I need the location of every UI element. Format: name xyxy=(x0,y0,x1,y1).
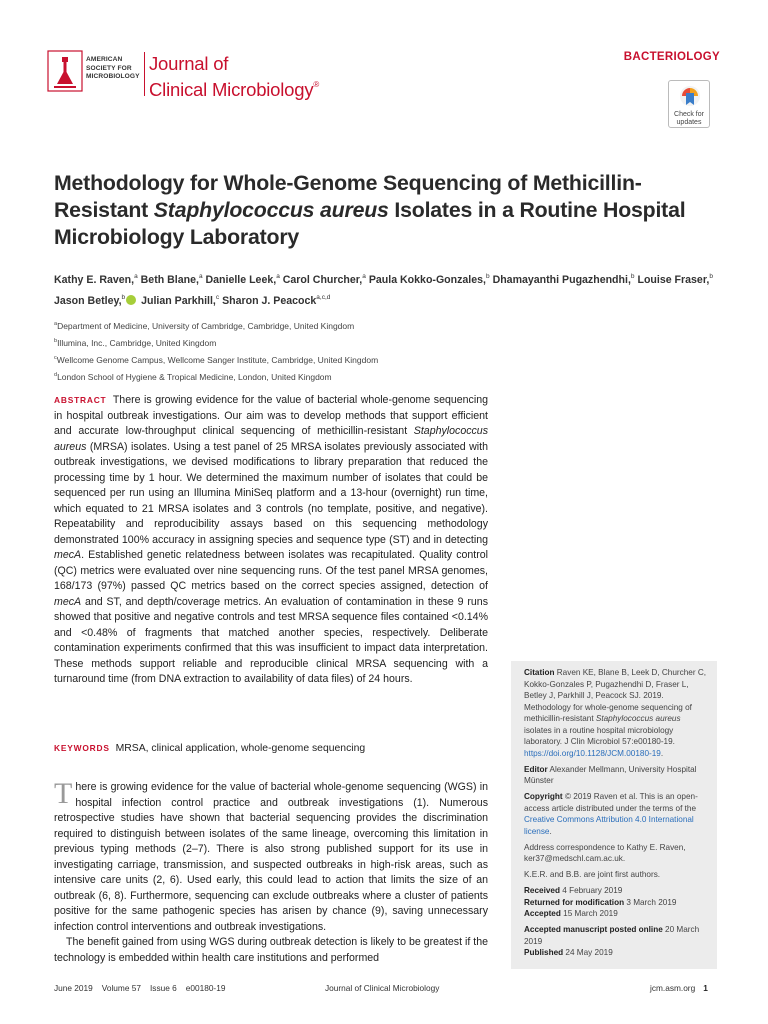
affiliation-line xyxy=(54,351,554,368)
author-name: Danielle Leek, xyxy=(205,274,277,286)
author-name: Sharon J. Peacock xyxy=(222,295,317,307)
abstract-text: . Established genetic relatedness between isolates was recapitulated. Quality control (QC) metrics were evaluated over nine sequencing runs. Of the test panel MRSA genomes, 168/173 (97%) passed QC metrics based on the correct species assigned, detection of xyxy=(54,549,488,592)
joint-first-note: K.E.R. and B.B. are joint first authors. xyxy=(524,870,661,879)
author-name: Carol Churcher, xyxy=(282,274,363,286)
article-info-sidebar xyxy=(511,661,717,969)
affiliation-line xyxy=(54,368,554,385)
doi-link[interactable]: https://doi.org/10.1128/JCM.00180-19 xyxy=(524,748,661,758)
journal-name-line-1: Journal of xyxy=(149,53,229,74)
affiliation-mark: b xyxy=(54,338,58,345)
body-paragraph-text: here is growing evidence for the value of bacterial whole-genome sequencing (WGS) in hospital infection control practice and outbreak investigations (1). Numerous retrospective studies have shown that bacterial sequencing provides the discrimination required to distinguish between isolates of the same lineage, overcoming this limitation in previous typing methods (2–7). There is also strong published support for its use in investigating carriage, transmission, and suspected outbreaks in high-risk areas, such as intensive care units (2, 6). Used early, this could lead to action that limits the size of an outbreak (6, 8). Furthermore, sequencing can exclude outbreaks where a cluster of patients positive for the same pathogenic species has arisen by chance (9), saving unnecessary infection control interventions and outbreak investigations. xyxy=(54,781,488,933)
footer-site xyxy=(650,983,708,993)
accepted-value: 15 March 2019 xyxy=(563,909,618,918)
section-label: BACTERIOLOGY xyxy=(623,51,720,63)
author-affiliation-mark: a xyxy=(198,273,203,280)
affiliation-line xyxy=(54,334,554,351)
keywords xyxy=(54,741,488,756)
author-affiliation-mark: b xyxy=(630,273,635,280)
author-affiliation-mark: b xyxy=(485,273,490,280)
footer-volume: Volume 57 xyxy=(101,983,141,993)
abstract-text: (MRSA) isolates. Using a test panel of 25 MRSA isolates previously associated with outbreak investigations, we devised modifications to library preparation that reduced the processing time by 1 hour. We determined the maximum number of isolates that could be sequenced per run using an Illumina MiniSeq platform and a 13-hour (overnight) run time, which equated to 21 MRSA isolates and 3 controls (no template, positive, and negative). Repeatability and reproducibility assays based on this sequencing methodology demonstrated 100% accuracy in assigning species and sequence type (ST) and in detecting xyxy=(54,440,488,546)
affiliations xyxy=(54,317,554,385)
citation-end: . xyxy=(660,748,664,758)
journal-name-line-2: Clinical Microbiology xyxy=(149,79,314,100)
affiliation-text: Department of Medicine, University of Cambridge, Cambridge, United Kingdom xyxy=(57,321,355,331)
author-name: Kathy E. Raven, xyxy=(54,274,135,286)
published-date xyxy=(524,947,707,959)
affiliation-mark: c xyxy=(54,355,57,362)
affiliation-text: Wellcome Genome Campus, Wellcome Sanger Institute, Cambridge, United Kingdom xyxy=(56,355,379,366)
citation-text: isolates in a routine hospital microbiology laboratory. J Clin Microbiol 57:e00180-19. xyxy=(524,725,675,746)
affiliation-mark: d xyxy=(54,372,58,379)
keywords-text: MRSA, clinical application, whole-genome sequencing xyxy=(115,743,366,754)
accepted-label: Accepted xyxy=(524,909,561,918)
body-paragraph xyxy=(54,777,488,935)
author-name: Jason Betley, xyxy=(54,295,122,307)
footer-date: June 2019 xyxy=(54,983,93,993)
author-affiliation-mark: a,c,d xyxy=(316,294,331,301)
footer-article-id: e00180-19 xyxy=(185,983,226,993)
author-name: Beth Blane, xyxy=(140,274,199,286)
author-name: Dhamayanthi Pugazhendhi, xyxy=(492,274,631,286)
society-line-1: AMERICAN xyxy=(86,56,123,63)
citation-italic: Staphylococcus aureus xyxy=(595,714,681,723)
author-affiliation-mark: c xyxy=(215,294,220,301)
title-italic: Staphylococcus aureus xyxy=(153,198,389,222)
journal-divider xyxy=(144,52,145,96)
abstract-italic: mecA xyxy=(54,549,82,561)
copyright xyxy=(524,791,707,837)
license-link[interactable]: Creative Commons Attribution 4.0 International license xyxy=(524,815,694,836)
title-part-1: Methodology for Whole-Genome Sequencing of Methicillin-Resistant xyxy=(54,171,642,222)
check-updates-line-1: Check for xyxy=(674,111,704,118)
copyright-end: . xyxy=(549,826,552,836)
citation xyxy=(524,667,707,759)
author-affiliation-mark: a xyxy=(134,273,138,280)
article-title xyxy=(54,170,704,251)
abstract-label: ABSTRACT xyxy=(54,395,107,405)
editor xyxy=(524,764,707,787)
accepted-ms-label: Accepted manuscript posted online xyxy=(524,925,663,934)
footer-site-link[interactable]: jcm.asm.org xyxy=(650,983,696,993)
affiliation-text: London School of Hygiene & Tropical Medicine, London, United Kingdom xyxy=(57,372,332,383)
abstract-italic: Staphylococcus aureus xyxy=(54,425,488,453)
registered-mark: ® xyxy=(313,80,320,89)
author-affiliation-mark: b xyxy=(709,273,713,280)
asm-logo-icon xyxy=(47,50,83,92)
copyright-text: © 2019 Raven et al. This is an open-access article distributed under the terms of the xyxy=(524,792,698,813)
correspondence: Address correspondence to Kathy E. Raven, ker37@medschl.cam.ac.uk. xyxy=(524,842,686,863)
returned-label: Returned for modification xyxy=(524,897,625,907)
abstract-italic: mecA xyxy=(54,595,82,608)
author-name: Louise Fraser, xyxy=(637,274,710,286)
citation-label: Citation xyxy=(524,668,555,677)
affiliation-mark: a xyxy=(54,321,58,327)
author-list xyxy=(54,268,714,310)
accepted-ms-value: 20 March 2019 xyxy=(524,925,700,946)
footer-issue-info xyxy=(54,983,234,993)
accepted-manuscript-date xyxy=(524,924,707,947)
returned-date xyxy=(524,897,707,909)
orcid-icon[interactable] xyxy=(126,295,136,305)
article-body xyxy=(54,777,488,966)
copyright-label: Copyright xyxy=(524,792,563,801)
footer-issue: Issue 6 xyxy=(149,983,177,993)
society-name xyxy=(86,56,146,82)
footer-journal: Journal of Clinical Microbiology xyxy=(325,983,440,993)
title-part-2: Isolates in a Routine Hospital Microbiology Laboratory xyxy=(54,198,686,249)
author-affiliation-mark: a xyxy=(276,273,280,280)
abstract-text: and ST, and depth/coverage metrics. An evaluation of contamination in these 9 runs showed that positive and negative controls and test MRSA sequence files contained <0.14% and <0.48% of fragments that matched another species, respectively. Deliberate contamination experiments confirmed that this was insufficient to impact data interpretation. These methods support reliable and reproducible clinical MRSA sequencing with a turnaround time (from DNA extraction to availability of data files) of 24 hours. xyxy=(54,595,488,685)
received-date xyxy=(524,885,707,897)
check-updates-icon xyxy=(679,85,701,109)
citation-text: Raven KE, Blane B, Leek D, Churcher C, Kokko-Gonzales P, Pugazhendhi D, Fraser L, Betley J, Parkhill J, Peacock SJ. 2019. Methodology for whole-genome sequencing of methicillin-resistant xyxy=(524,668,707,723)
editor-text: Alexander Mellmann, University Hospital Münster xyxy=(524,764,697,785)
journal-name xyxy=(149,53,319,100)
returned-value: 3 March 2019 xyxy=(626,897,677,907)
page-number: 1 xyxy=(703,983,708,993)
body-paragraph: The benefit gained from using WGS during outbreak detection is likely to be greatest if the technology is embedded within health care institutions and performed xyxy=(54,936,488,964)
author-affiliation-mark: a xyxy=(362,273,366,280)
published-label: Published xyxy=(524,948,564,957)
author-affiliation-mark: b xyxy=(121,294,126,301)
author-name: Julian Parkhill, xyxy=(141,295,216,307)
received-label: Received xyxy=(524,886,560,895)
abstract xyxy=(54,393,488,688)
abstract-text: There is growing evidence for the value of bacterial whole-genome sequencing in hospital outbreak investigations. Our aim was to develop methods that support efficient and accurate low-throughput clinical sequencing of methicillin-resistant xyxy=(54,394,488,437)
society-line-2: SOCIETY FOR xyxy=(86,64,132,72)
check-for-updates-button[interactable] xyxy=(668,80,710,128)
received-value: 4 February 2019 xyxy=(562,886,623,895)
author-name: Paula Kokko-Gonzales, xyxy=(368,274,486,286)
published-value: 24 May 2019 xyxy=(565,948,613,957)
editor-label: Editor xyxy=(524,764,548,774)
drop-cap: T xyxy=(54,777,73,810)
affiliation-text: Illumina, Inc., Cambridge, United Kingdom xyxy=(57,338,217,349)
accepted-date xyxy=(524,908,707,920)
affiliation-line xyxy=(54,317,554,334)
keywords-label: KEYWORDS xyxy=(54,743,110,753)
check-updates-line-2: updates xyxy=(676,118,702,126)
society-line-3: MICROBIOLOGY xyxy=(86,73,140,81)
